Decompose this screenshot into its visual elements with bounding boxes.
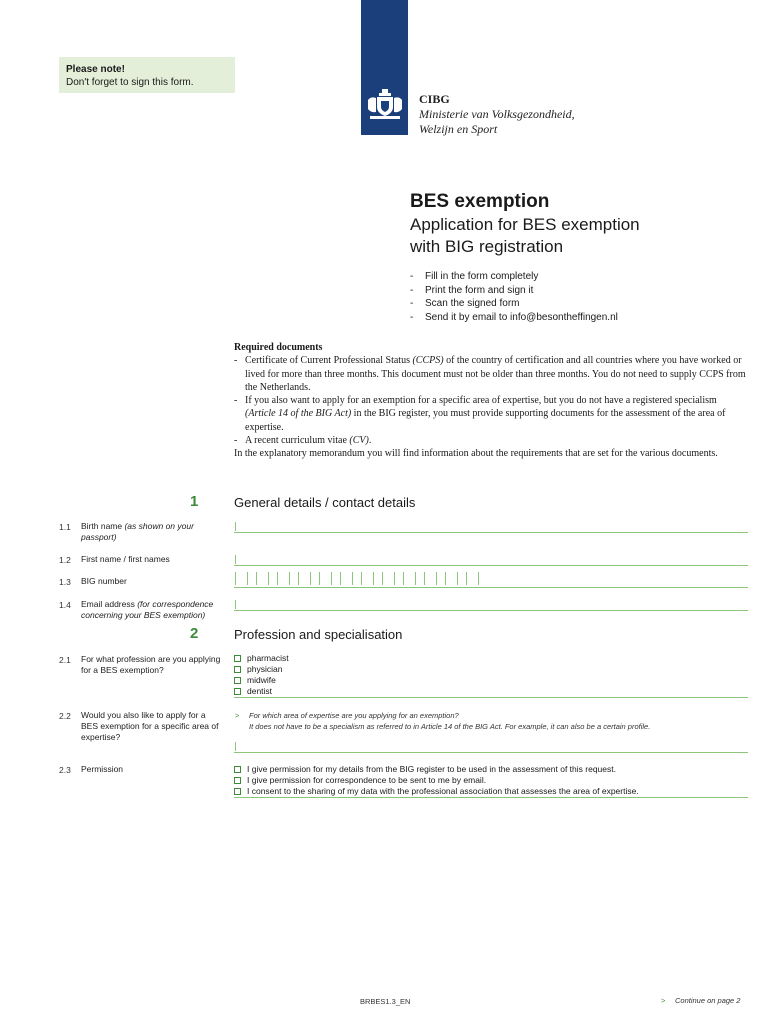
checkbox[interactable] — [234, 688, 241, 695]
big-number-field[interactable] — [234, 570, 748, 588]
note-title: Please note! — [66, 64, 125, 75]
page-title: BES exemption — [410, 191, 550, 212]
label-hint: (for correspondence concerning your BES exemption) — [81, 599, 214, 620]
digit-cell — [403, 572, 416, 585]
field-underline — [234, 610, 748, 611]
first-name-field[interactable] — [234, 552, 748, 566]
permission-option-email[interactable] — [234, 775, 639, 786]
big-number-label: BIG number — [81, 576, 127, 586]
required-document-abbr: (CCPS) — [412, 355, 444, 367]
digit-cell — [340, 572, 353, 585]
profession-underline — [234, 697, 748, 698]
checkbox[interactable] — [234, 655, 241, 662]
field-underline — [234, 752, 748, 753]
required-document-text: Certificate of Current Professional Status — [245, 355, 413, 367]
permission-underline — [234, 797, 748, 798]
option-label: dentist — [247, 686, 273, 696]
section-2-title: Profession and specialisation — [234, 627, 403, 642]
digit-cell — [235, 572, 248, 585]
email-field[interactable] — [234, 597, 748, 611]
option-label: midwife — [247, 675, 276, 685]
profession-option-dentist[interactable] — [234, 686, 289, 697]
instruction-item: - Send it by email to info@besontheffingen.nl — [410, 311, 618, 325]
instruction-item: - Print the form and sign it — [410, 284, 618, 298]
digit-cell — [256, 572, 269, 585]
question-number: 1.3 — [59, 577, 71, 587]
logo-ministry-line1: Ministerie van Volksgezondheid, — [419, 107, 575, 121]
required-documents-heading: Required documents — [234, 342, 323, 353]
logo-org: CIBG — [419, 92, 450, 106]
expertise-hint-line: It does not have to be a specialism as referred to in Article 14 of the BIG Act. For example, it can also be a certain profile. — [249, 722, 651, 731]
label-text: Birth name — [81, 521, 125, 531]
field-cursor — [235, 522, 236, 531]
option-label: physician — [247, 664, 283, 674]
digit-cell — [424, 572, 437, 585]
question-number: 1.1 — [59, 522, 71, 532]
profession-label: For what profession are you applying for a BES exemption? — [81, 654, 221, 675]
hint-arrow: > — [235, 711, 240, 720]
required-documents — [234, 341, 746, 461]
coat-of-arms-icon — [366, 88, 404, 122]
profession-options — [234, 653, 289, 697]
expertise-hint — [249, 710, 749, 732]
form-code: BRBES1.3_EN — [360, 997, 411, 1006]
question-number: 2.2 — [59, 711, 71, 721]
digit-cell — [445, 572, 458, 585]
required-documents-list — [234, 354, 746, 447]
label-hint: (as shown on your passport) — [81, 521, 194, 542]
digit-cell — [382, 572, 395, 585]
option-label: I give permission for correspondence to be sent to me by email. — [247, 775, 487, 785]
expertise-hint-line: For which area of expertise are you applying for an exemption? — [249, 711, 459, 720]
expertise-label: Would you also like to apply for a BES exemption for a specific area of expertise? — [81, 710, 219, 742]
digit-cell — [298, 572, 311, 585]
continue-arrow: > — [661, 996, 666, 1005]
question-number: 2.3 — [59, 765, 71, 775]
expertise-field[interactable] — [234, 739, 748, 753]
permission-label: Permission — [81, 764, 124, 774]
section-1-title: General details / contact details — [234, 495, 416, 510]
option-label: I give permission for my details from the BIG register to be used in the assessment of this request. — [247, 764, 616, 774]
field-underline — [234, 565, 748, 566]
field-underline — [234, 587, 748, 588]
required-document-text: A recent curriculum vitae — [245, 435, 350, 447]
required-document-text: . — [368, 435, 372, 447]
field-cursor — [235, 555, 236, 564]
label-text: Email address — [81, 599, 138, 609]
required-document-abbr: (Article 14 of the BIG Act) — [245, 408, 352, 420]
required-document-item — [234, 434, 746, 447]
option-label: I consent to the sharing of my data with the professional association that assesses the area of expertise. — [247, 786, 639, 796]
checkbox[interactable] — [234, 766, 241, 773]
permission-options — [234, 764, 639, 797]
required-document-text: If you also want to apply for an exemption for a specific area of expertise, but you do not have a registered specialism — [245, 395, 717, 407]
digit-cell — [319, 572, 332, 585]
question-number: 1.2 — [59, 555, 71, 565]
page-subtitle — [410, 214, 710, 258]
required-document-text: in the BIG register, you must provide supporting documents for the assessment of the area of expertise. — [245, 408, 726, 433]
first-name-label: First name / first names — [81, 554, 170, 564]
question-number: 1.4 — [59, 600, 71, 610]
checkbox[interactable] — [234, 788, 241, 795]
digit-cell — [361, 572, 374, 585]
page-subtitle-line1: Application for BES exemption — [410, 215, 640, 234]
digit-cell — [466, 572, 479, 585]
checkbox[interactable] — [234, 777, 241, 784]
field-underline — [234, 532, 748, 533]
field-cursor — [235, 742, 236, 751]
page-subtitle-line2: with BIG registration — [410, 237, 564, 256]
checkbox[interactable] — [234, 677, 241, 684]
continue-text: Continue on page 2 — [675, 996, 741, 1005]
instruction-item: - Fill in the form completely — [410, 270, 618, 284]
logo-bar — [361, 0, 408, 135]
checkbox[interactable] — [234, 666, 241, 673]
profession-option-pharmacist[interactable] — [234, 653, 289, 664]
required-document-item — [234, 354, 746, 394]
permission-option-register[interactable] — [234, 764, 639, 775]
note-box — [59, 57, 235, 93]
section-1-number: 1 — [190, 493, 199, 510]
birth-name-label — [81, 521, 221, 543]
instruction-list — [410, 270, 618, 324]
required-document-text: of the country of certification and all countries where you have worked or lived for more than three months. This document must not be older than three months. You do not need to supply CCPS from the Netherlands. — [245, 355, 746, 393]
option-label: pharmacist — [247, 653, 289, 663]
logo-ministry-line2: Welzijn en Sport — [419, 122, 498, 136]
instruction-item: - Scan the signed form — [410, 297, 618, 311]
profession-option-midwife[interactable] — [234, 675, 289, 686]
required-document-abbr: (CV) — [349, 435, 369, 447]
logo-text — [419, 92, 575, 137]
field-cursor — [235, 600, 236, 609]
question-number: 2.1 — [59, 655, 71, 665]
section-2-number: 2 — [190, 625, 199, 642]
required-documents-footer: In the explanatory memorandum you will find information about the requirements that are set for the various documents. — [234, 448, 718, 460]
permission-option-association[interactable] — [234, 786, 639, 797]
email-label — [81, 599, 231, 621]
digit-cell — [277, 572, 290, 585]
required-document-item — [234, 394, 746, 434]
birth-name-field[interactable] — [234, 519, 748, 533]
note-text: Don't forget to sign this form. — [66, 77, 194, 88]
profession-option-physician[interactable] — [234, 664, 289, 675]
